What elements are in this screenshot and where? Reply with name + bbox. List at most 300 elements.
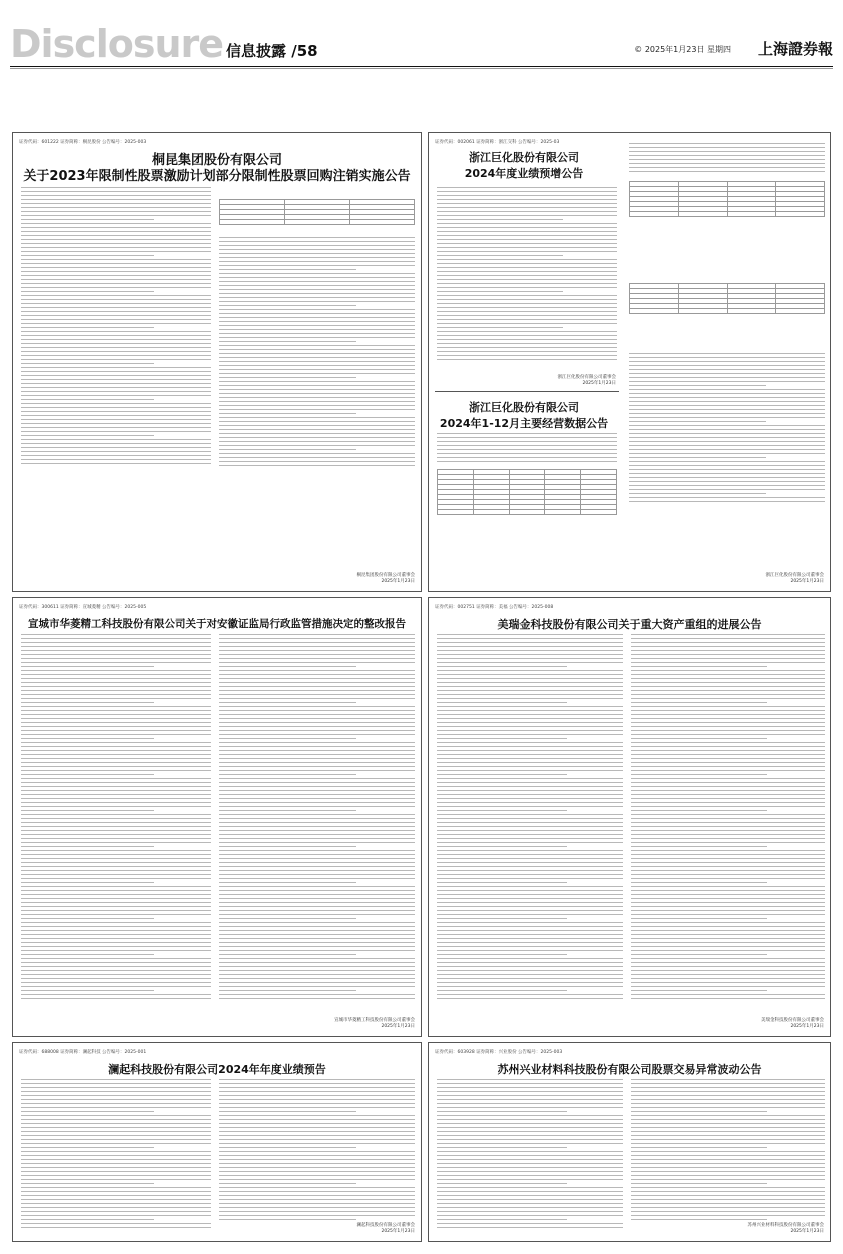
- text-line: [219, 1131, 415, 1132]
- text-line: [437, 1179, 623, 1180]
- text-line: [219, 990, 356, 991]
- text-line: [437, 215, 617, 216]
- text-line: [437, 766, 623, 767]
- text-line: [631, 666, 767, 667]
- text-line: [219, 337, 415, 338]
- text-line: [631, 962, 825, 963]
- text-line: [437, 938, 623, 939]
- notice-title: 美瑞金科技股份有限公司关于重大资产重组的进展公告: [497, 618, 762, 631]
- text-line: [631, 654, 825, 655]
- text-line: [21, 702, 154, 703]
- text-line: [437, 638, 623, 639]
- text-line: [219, 942, 415, 943]
- text-line: [21, 866, 211, 867]
- text-line: [21, 806, 211, 807]
- text-line: [21, 698, 211, 699]
- text-line: [437, 866, 623, 867]
- text-line: [219, 1127, 415, 1128]
- text-line: [219, 678, 415, 679]
- text-line: [631, 650, 825, 651]
- text-line: [631, 906, 825, 907]
- text-line: [21, 666, 154, 667]
- signoff-board: 美瑞金科技股份有限公司董事会: [761, 1018, 824, 1023]
- text-line: [629, 147, 825, 148]
- text-line: [219, 1091, 415, 1092]
- text-line: [21, 343, 211, 344]
- text-line: [219, 978, 415, 979]
- text-line: [631, 790, 825, 791]
- signoff-date: 2025年1月23日: [790, 1229, 824, 1234]
- text-line: [437, 986, 623, 987]
- text-line: [21, 774, 154, 775]
- text-line: [219, 938, 415, 939]
- text-line: [21, 411, 211, 412]
- notice-tongkun: [12, 132, 422, 592]
- text-line: [629, 453, 825, 454]
- text-line: [219, 373, 415, 374]
- notice-body-left: [437, 634, 623, 1002]
- text-line: [629, 417, 825, 418]
- text-line: [21, 802, 211, 803]
- text-line: [631, 914, 825, 915]
- text-line: [21, 263, 211, 264]
- signoff-date: 2025年1月23日: [381, 1024, 415, 1029]
- text-line: [21, 654, 211, 655]
- text-line: [631, 794, 825, 795]
- text-line: [437, 746, 623, 747]
- text-line: [21, 882, 154, 883]
- text-line: [219, 882, 356, 883]
- text-line: [219, 1183, 356, 1184]
- text-line: [219, 457, 415, 458]
- notice-signoff: [357, 573, 416, 585]
- notice-body-left: [21, 187, 211, 467]
- text-line: [437, 958, 623, 959]
- text-line: [219, 930, 415, 931]
- text-line: [219, 1199, 415, 1200]
- text-line: [219, 814, 415, 815]
- text-line: [21, 419, 211, 420]
- text-line: [629, 445, 825, 446]
- text-line: [21, 435, 154, 436]
- text-line: [21, 359, 211, 360]
- text-line: [21, 439, 211, 440]
- text-line: [21, 295, 211, 296]
- text-line: [21, 746, 211, 747]
- text-line: [21, 634, 211, 635]
- text-line: [21, 211, 211, 212]
- text-line: [219, 954, 356, 955]
- text-line: [631, 946, 825, 947]
- text-line: [219, 1155, 415, 1156]
- text-line: [437, 453, 617, 454]
- text-line: [437, 231, 617, 232]
- text-line: [437, 706, 623, 707]
- text-line: [21, 858, 211, 859]
- text-line: [631, 1199, 825, 1200]
- text-line: [21, 778, 211, 779]
- text-line: [21, 974, 211, 975]
- text-line: [219, 870, 415, 871]
- text-line: [629, 437, 825, 438]
- text-line: [219, 774, 356, 775]
- text-line: [219, 786, 415, 787]
- text-line: [437, 974, 623, 975]
- text-line: [219, 413, 356, 414]
- text-line: [21, 970, 211, 971]
- text-line: [21, 658, 211, 659]
- text-line: [631, 894, 825, 895]
- text-line: [21, 946, 211, 947]
- text-line: [21, 243, 211, 244]
- text-line: [437, 822, 623, 823]
- text-line: [219, 734, 415, 735]
- text-line: [631, 778, 825, 779]
- text-line: [219, 1187, 415, 1188]
- text-line: [21, 1107, 211, 1108]
- text-line: [21, 942, 211, 943]
- text-line: [437, 1111, 567, 1112]
- text-line: [219, 818, 415, 819]
- text-line: [219, 758, 415, 759]
- text-line: [437, 1151, 623, 1152]
- text-line: [437, 219, 563, 220]
- text-line: [21, 1099, 211, 1100]
- text-line: [437, 303, 617, 304]
- signoff-board: 桐昆集团股份有限公司董事会: [356, 573, 415, 578]
- text-line: [631, 874, 825, 875]
- text-line: [437, 738, 567, 739]
- text-line: [219, 401, 415, 402]
- text-line: [437, 898, 623, 899]
- text-line: [437, 670, 623, 671]
- notice-title-2: 2024年1-12月主要经营数据公告: [439, 417, 609, 430]
- text-line: [219, 918, 356, 919]
- text-line: [437, 962, 623, 963]
- text-line: [437, 778, 623, 779]
- text-line: [437, 762, 623, 763]
- text-line: [631, 934, 825, 935]
- text-line: [437, 1135, 623, 1136]
- notice-body-left: [21, 1079, 211, 1231]
- text-line: [631, 926, 825, 927]
- text-line: [437, 1083, 623, 1084]
- text-line: [629, 361, 825, 362]
- text-line: [21, 726, 211, 727]
- text-line: [219, 317, 415, 318]
- text-line: [21, 922, 211, 923]
- text-line: [631, 670, 825, 671]
- text-line: [21, 786, 211, 787]
- text-line: [631, 658, 825, 659]
- notice-signoff: [334, 1018, 415, 1030]
- text-line: [631, 1135, 825, 1136]
- text-line: [21, 834, 211, 835]
- text-line: [437, 191, 617, 192]
- text-line: [437, 1207, 623, 1208]
- text-line: [219, 281, 415, 282]
- notice-table: [629, 181, 825, 217]
- text-line: [629, 143, 825, 144]
- text-line: [437, 1175, 623, 1176]
- signoff-board: 苏州兴业材料科技股份有限公司董事会: [747, 1223, 824, 1228]
- text-line: [219, 778, 415, 779]
- text-line: [219, 297, 415, 298]
- text-line: [631, 722, 825, 723]
- text-line: [219, 385, 415, 386]
- notice-signoff-3: [766, 573, 825, 585]
- text-line: [437, 327, 563, 328]
- text-line: [219, 1171, 415, 1172]
- text-line: [437, 978, 623, 979]
- text-line: [219, 365, 415, 366]
- notice-body-right: [631, 1079, 825, 1223]
- text-line: [21, 894, 211, 895]
- text-line: [437, 686, 623, 687]
- text-line: [219, 854, 415, 855]
- text-line: [437, 1091, 623, 1092]
- text-line: [21, 195, 211, 196]
- text-line: [437, 457, 617, 458]
- text-line: [219, 686, 415, 687]
- text-line: [631, 1115, 825, 1116]
- text-line: [219, 1115, 415, 1116]
- text-line: [219, 357, 415, 358]
- text-line: [631, 1147, 767, 1148]
- text-line: [629, 373, 825, 374]
- text-line: [437, 445, 617, 446]
- text-line: [437, 355, 617, 356]
- text-line: [437, 682, 623, 683]
- text-line: [21, 1195, 211, 1196]
- text-line: [631, 1099, 825, 1100]
- masthead: [0, 0, 843, 68]
- text-line: [21, 674, 211, 675]
- text-line: [21, 431, 211, 432]
- text-line: [437, 1087, 623, 1088]
- text-line: [21, 307, 211, 308]
- text-line: [21, 351, 211, 352]
- text-line: [629, 369, 825, 370]
- text-line: [437, 730, 623, 731]
- text-line: [21, 914, 211, 915]
- text-line: [437, 946, 623, 947]
- text-line: [219, 245, 415, 246]
- text-line: [631, 1211, 825, 1212]
- notice-table-3: [437, 469, 617, 515]
- text-line: [219, 1087, 415, 1088]
- text-line: [21, 818, 211, 819]
- text-line: [219, 998, 415, 999]
- text-line: [629, 461, 825, 462]
- text-line: [21, 918, 154, 919]
- text-line: [21, 239, 211, 240]
- text-line: [219, 353, 415, 354]
- text-line: [631, 742, 825, 743]
- text-line: [631, 810, 767, 811]
- text-line: [21, 223, 211, 224]
- text-line: [631, 694, 825, 695]
- text-line: [21, 750, 211, 751]
- text-line: [219, 638, 415, 639]
- text-line: [629, 481, 825, 482]
- text-line: [437, 287, 617, 288]
- text-line: [21, 1159, 211, 1160]
- text-line: [21, 1211, 211, 1212]
- text-line: [219, 1163, 415, 1164]
- notice-table-2: [629, 283, 825, 314]
- notice-body-left: [437, 1079, 623, 1231]
- text-line: [437, 662, 623, 663]
- text-line: [219, 634, 415, 635]
- text-line: [21, 335, 211, 336]
- text-line: [219, 766, 415, 767]
- text-line: [437, 674, 623, 675]
- text-line: [219, 1099, 415, 1100]
- notice-body-right: [631, 634, 825, 1002]
- text-line: [21, 259, 211, 260]
- text-line: [437, 251, 617, 252]
- text-line: [219, 237, 415, 238]
- text-line: [437, 271, 617, 272]
- text-line: [219, 393, 415, 394]
- text-line: [21, 910, 211, 911]
- text-line: [631, 1203, 825, 1204]
- text-line: [631, 686, 825, 687]
- text-line: [21, 678, 211, 679]
- text-line: [631, 990, 767, 991]
- notice-body-right-2: [629, 353, 825, 505]
- text-line: [21, 890, 211, 891]
- notice-body-3: [437, 433, 617, 465]
- text-line: [437, 850, 623, 851]
- text-line: [219, 1095, 415, 1096]
- text-line: [21, 886, 211, 887]
- text-line: [437, 702, 567, 703]
- text-line: [21, 199, 211, 200]
- text-line: [219, 958, 415, 959]
- text-line: [631, 1139, 825, 1140]
- text-line: [21, 950, 211, 951]
- text-line: [631, 698, 825, 699]
- text-line: [219, 1135, 415, 1136]
- text-line: [219, 465, 415, 466]
- text-line: [437, 846, 567, 847]
- text-line: [437, 722, 623, 723]
- text-line: [21, 994, 211, 995]
- notice-company: 浙江巨化股份有限公司: [469, 151, 579, 164]
- text-line: [219, 682, 415, 683]
- text-line: [437, 1095, 623, 1096]
- text-line: [437, 235, 617, 236]
- text-line: [437, 1155, 623, 1156]
- text-line: [437, 1219, 567, 1220]
- text-line: [437, 441, 617, 442]
- text-line: [21, 371, 211, 372]
- text-line: [21, 898, 211, 899]
- text-line: [219, 714, 415, 715]
- text-line: [437, 299, 617, 300]
- text-line: [631, 878, 825, 879]
- text-line: [631, 1103, 825, 1104]
- text-line: [631, 822, 825, 823]
- notice-body-left: [21, 634, 211, 1002]
- text-line: [21, 1199, 211, 1200]
- text-line: [219, 874, 415, 875]
- text-line: [631, 798, 825, 799]
- text-line: [437, 1223, 623, 1224]
- text-line: [219, 794, 415, 795]
- text-line: [21, 327, 154, 328]
- signoff-board: 浙江巨化股份有限公司董事会: [765, 573, 824, 578]
- text-line: [437, 359, 617, 360]
- text-line: [437, 331, 617, 332]
- notice-xingye: [428, 1042, 831, 1242]
- text-line: [21, 850, 211, 851]
- text-line: [219, 345, 415, 346]
- notice-body-right: [219, 237, 415, 469]
- text-line: [629, 501, 825, 502]
- text-line: [21, 187, 211, 188]
- text-line: [21, 375, 211, 376]
- text-line: [219, 1191, 415, 1192]
- text-line: [219, 742, 415, 743]
- text-line: [219, 409, 415, 410]
- text-line: [437, 243, 617, 244]
- text-line: [21, 267, 211, 268]
- text-line: [21, 742, 211, 743]
- text-line: [437, 690, 623, 691]
- text-line: [631, 974, 825, 975]
- text-line: [437, 874, 623, 875]
- text-line: [219, 798, 415, 799]
- text-line: [21, 662, 211, 663]
- text-line: [437, 802, 623, 803]
- text-line: [219, 1139, 415, 1140]
- text-line: [437, 319, 617, 320]
- text-line: [219, 1143, 415, 1144]
- text-line: [219, 754, 415, 755]
- text-line: [437, 311, 617, 312]
- text-line: [437, 1199, 623, 1200]
- text-line: [21, 782, 211, 783]
- text-line: [219, 862, 415, 863]
- text-line: [21, 958, 211, 959]
- text-line: [219, 285, 415, 286]
- text-line: [437, 914, 623, 915]
- notice-title: 苏州兴业材料科技股份有限公司股票交易异常波动公告: [497, 1063, 762, 1076]
- text-line: [629, 493, 766, 494]
- text-line: [21, 638, 211, 639]
- text-line: [631, 910, 825, 911]
- text-line: [631, 1155, 825, 1156]
- text-line: [631, 746, 825, 747]
- text-line: [219, 646, 415, 647]
- text-line: [437, 195, 617, 196]
- notice-title: 2024年度业绩预增公告: [464, 167, 584, 180]
- text-line: [21, 459, 211, 460]
- text-line: [437, 275, 617, 276]
- text-line: [219, 417, 415, 418]
- text-line: [21, 706, 211, 707]
- text-line: [437, 834, 623, 835]
- text-line: [21, 275, 211, 276]
- text-line: [219, 654, 415, 655]
- text-line: [437, 223, 617, 224]
- text-line: [631, 702, 767, 703]
- text-line: [21, 323, 211, 324]
- text-line: [21, 215, 211, 216]
